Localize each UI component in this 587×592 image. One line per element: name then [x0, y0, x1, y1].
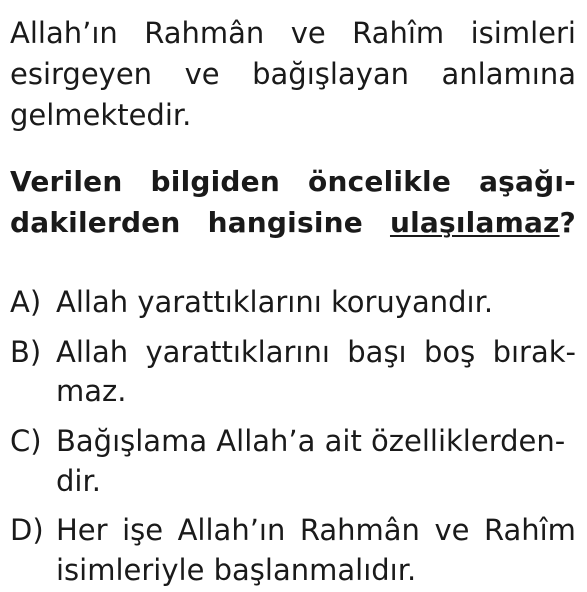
word: başı [347, 335, 407, 369]
word: Her [56, 513, 108, 547]
word: hangisine [207, 206, 363, 239]
word: ve [434, 513, 470, 547]
word: Rahmân [299, 513, 420, 547]
question-line-2 [10, 206, 576, 240]
word: Rahmân [144, 16, 265, 50]
emphasized-word [390, 206, 576, 240]
word: bağışlayan [252, 57, 410, 91]
word: öncelikle [308, 165, 452, 198]
word: ve [290, 16, 326, 50]
option-text: Bağışlama Allah’a ait özelliklerden- [56, 424, 566, 458]
word: Rahîm [352, 16, 445, 50]
option-b-cont: maz. [56, 374, 127, 408]
word: işe [122, 513, 164, 547]
word: isimleri [470, 16, 576, 50]
option-c[interactable] [10, 424, 576, 458]
word: ve [184, 57, 220, 91]
word: bırak- [492, 335, 576, 369]
word: Rahîm [483, 513, 576, 547]
option-label: C) [10, 424, 42, 458]
word: bilgiden [150, 165, 280, 198]
word: Allah [56, 335, 129, 369]
option-label: D) [10, 513, 44, 547]
info-line-3: gelmektedir. [10, 98, 192, 132]
option-b[interactable] [10, 335, 576, 369]
underlined-word: ulaşılamaz [389, 206, 560, 239]
option-text [56, 335, 576, 369]
option-label: A) [10, 285, 42, 319]
option-d[interactable] [10, 513, 576, 547]
question-mark: ? [559, 206, 576, 239]
word: dakilerden [10, 206, 181, 239]
word: yarattıklarını [145, 335, 330, 369]
word: Allah’ın [177, 513, 286, 547]
word: Verilen [10, 165, 123, 198]
option-c-cont: dir. [56, 464, 101, 498]
word: boş [423, 335, 476, 369]
word: aşağı- [479, 165, 576, 198]
option-d-cont: isimleriyle başlanmalıdır. [56, 553, 417, 587]
option-a[interactable] [10, 285, 576, 319]
word: Allah’ın [10, 16, 118, 50]
question-line-1 [10, 165, 576, 199]
option-label: B) [10, 335, 42, 369]
word: esirgeyen [10, 57, 153, 91]
word: anlamına [441, 57, 576, 91]
info-line-1 [10, 16, 576, 50]
option-text [56, 513, 576, 547]
option-text: Allah yarattıklarını koruyandır. [56, 285, 494, 319]
info-line-2 [10, 57, 576, 91]
